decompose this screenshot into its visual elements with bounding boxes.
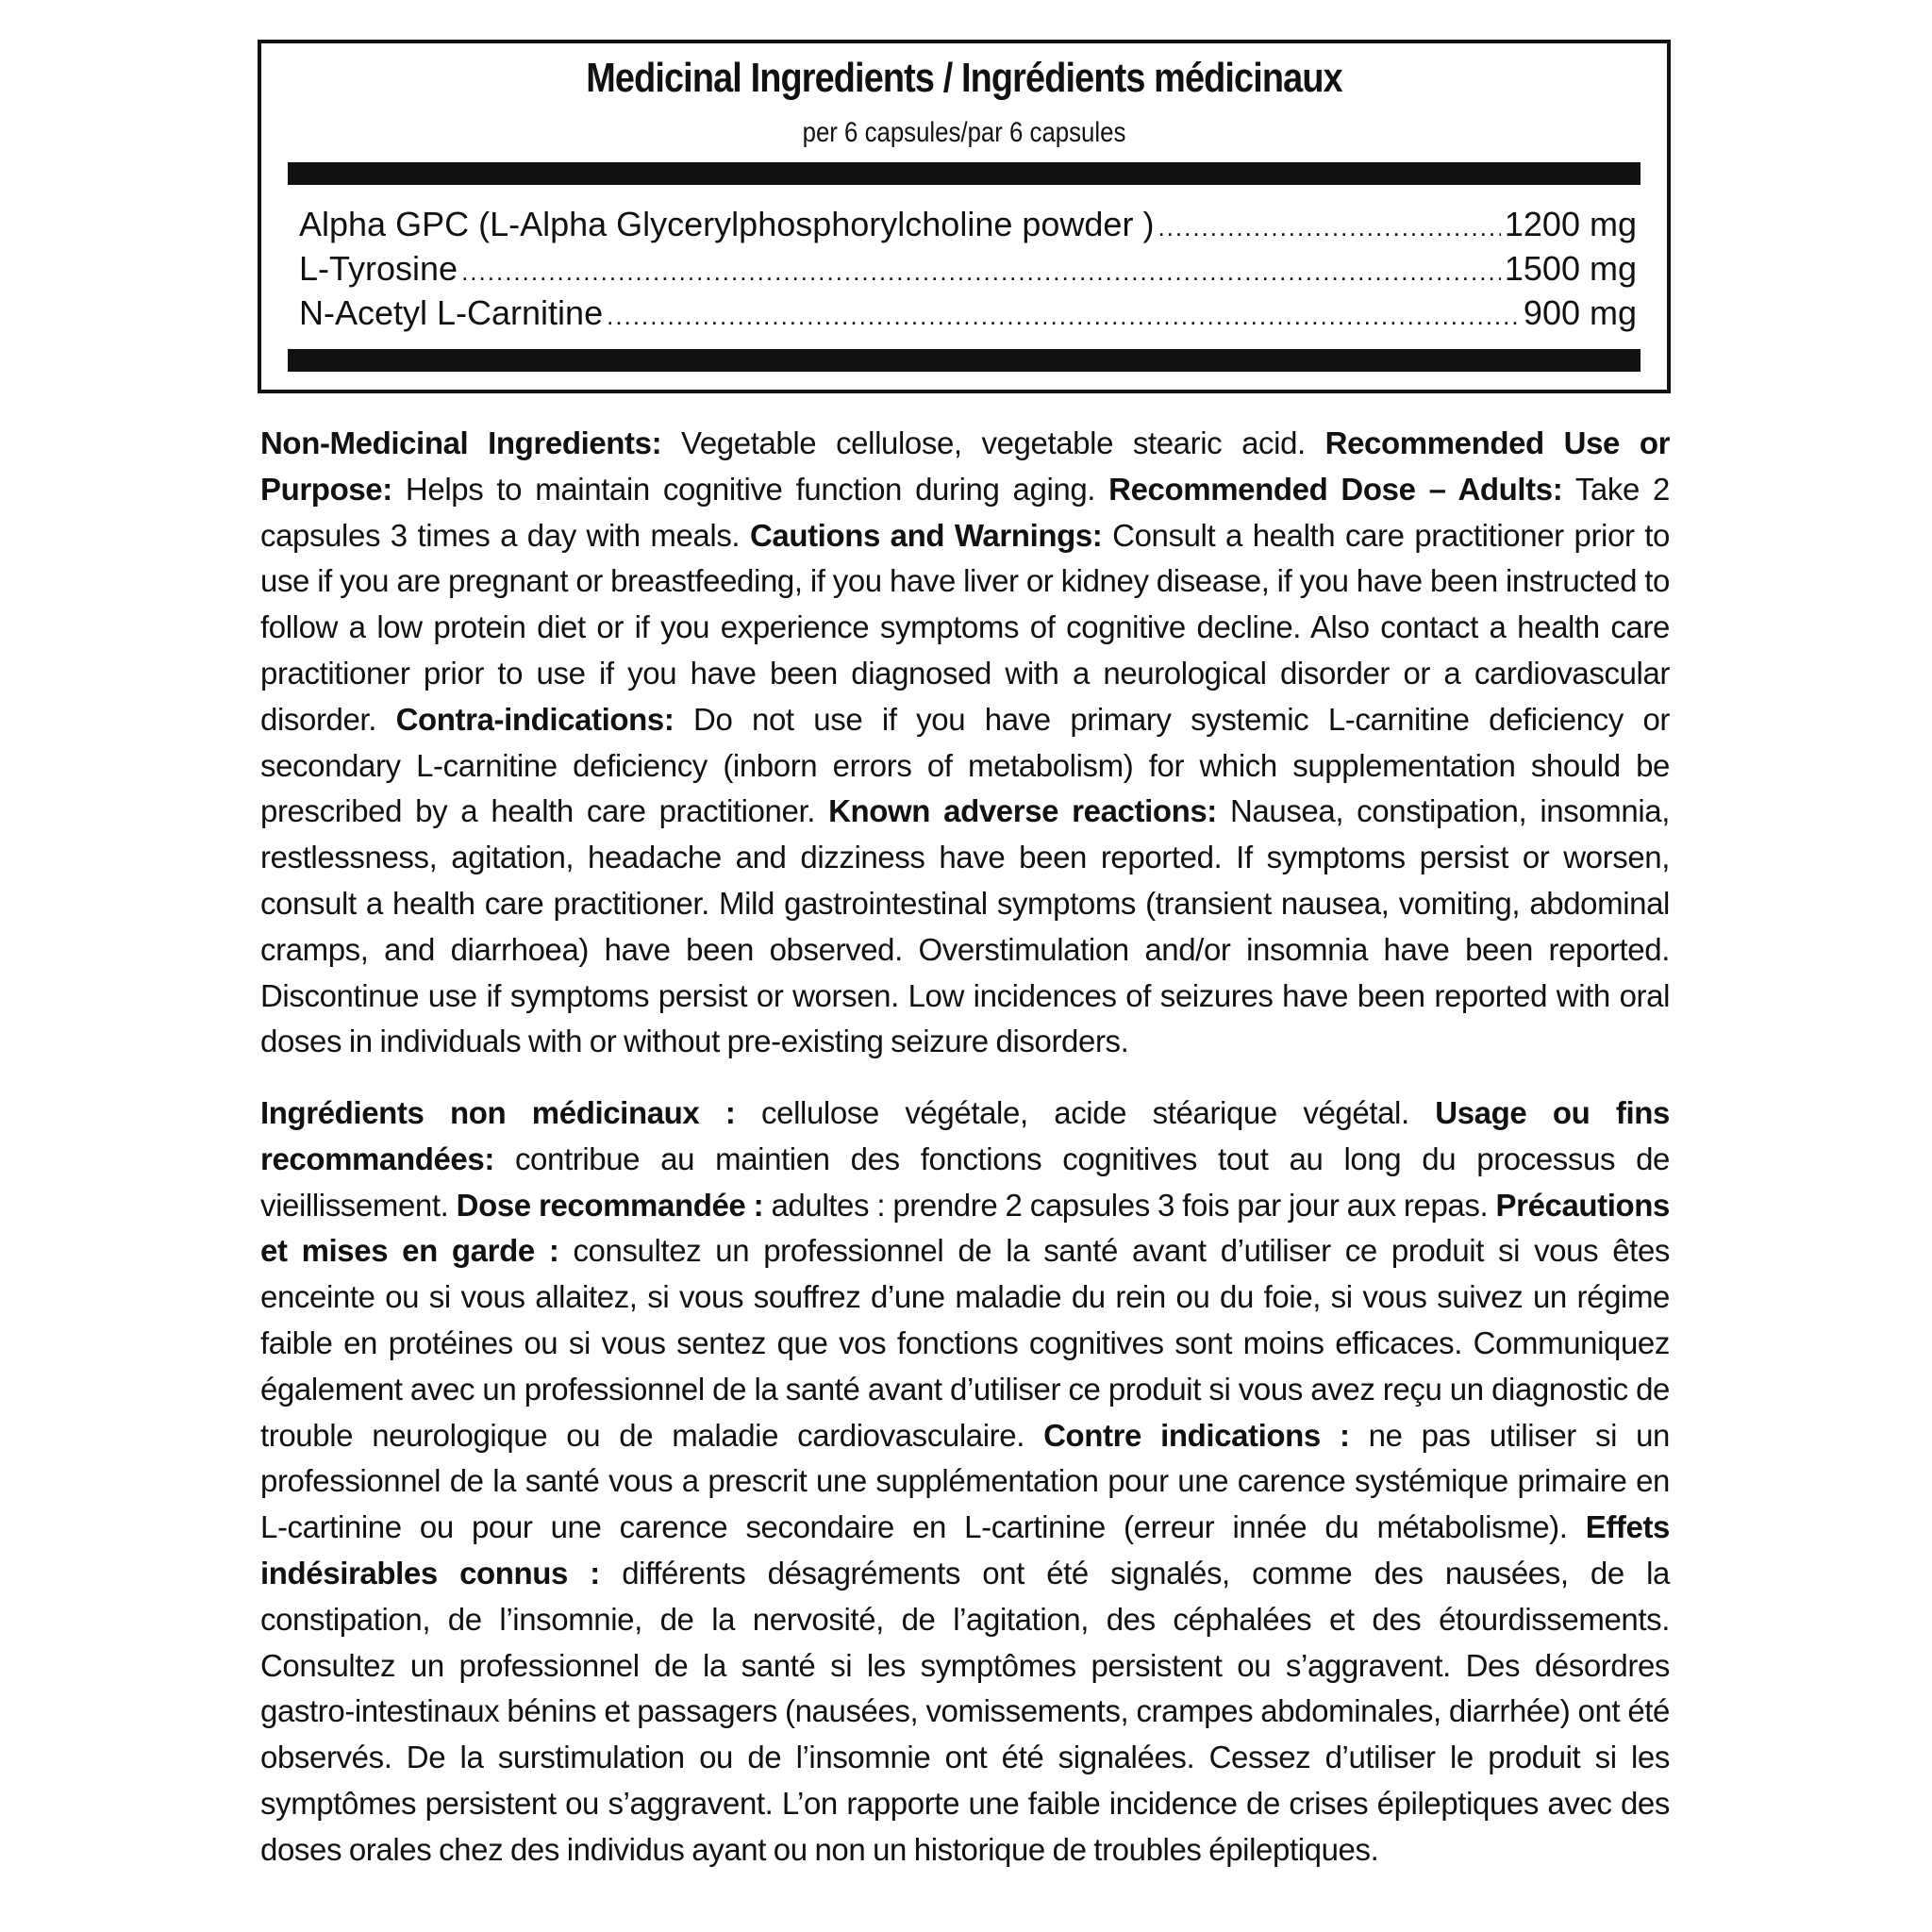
ingredient-list xyxy=(299,204,1637,337)
ingredient-row xyxy=(299,292,1637,337)
adverse-reactions-text-fr: différents désagréments ont été signalés, comme des nausées, de la constipation, de l’insomnie, de la nervosité, de l’agitation, des céphalées et des étourdissements. Consultez un professionnel de la santé si les symptômes persistent ou s’aggravent. Des désordres gastro-intestinaux bénins et passagers (nausées, vomissements, crampes abdominales, diarrhée) ont été observés. De la surstimulation ou de l’insomnie ont été signalées. Cessez d’utiliser le produit si les symptômes persistent ou s’aggravent. L’on rapporte une faible incidence de crises épileptiques avec des doses orales chez des individus ayant ou non un historique de troubles épileptiques. xyxy=(260,1555,1670,1867)
panel-subtitle: per 6 capsules/par 6 capsules xyxy=(802,117,1126,148)
recommended-dose-text-fr: adultes : prendre 2 capsules 3 fois par jour aux repas. xyxy=(763,1187,1496,1223)
recommended-dose-text: Take 2 capsules 3 times a day with meals. xyxy=(260,471,1671,553)
ingredient-amount: 900 mg xyxy=(1523,293,1637,332)
recommended-use-label-fr: Usage ou fins recommandées: xyxy=(260,1095,1670,1176)
non-medicinal-label: Non-Medicinal Ingredients: xyxy=(260,425,662,460)
dot-leader xyxy=(1158,207,1500,248)
recommended-dose-label-fr: Dose recommandée : xyxy=(456,1187,764,1223)
non-medicinal-text: Vegetable cellulose, vegetable stearic acid. xyxy=(661,425,1325,460)
cautions-text: Consult a health care practitioner prior to use if you are pregnant or breastfeeding, if you have liver or kidney disease, if you have been instructed to follow a low protein diet or if you experience symptoms of cognitive decline. Also contact a health care practitioner prior to use if you have been diagnosed with a neurological disorder or a cardiovascular disorder. xyxy=(260,517,1671,737)
adverse-reactions-text: Nausea, constipation, insomnia, restlessness, agitation, headache and dizziness have been reported. If symptoms persist or worsen, consult a health care practitioner. Mild gastrointestinal symptoms (transient nausea, vomiting, abdominal cramps, and diarrhoea) have been observed. Overstimulation and/or insomnia have been reported. Discontinue use if symptoms persist or worsen. Low incidences of seizures have been reported with oral doses in individuals with or without pre-existing seizure disorders. xyxy=(260,793,1670,1059)
french-label-text xyxy=(260,1091,1670,1874)
adverse-reactions-label: Known adverse reactions: xyxy=(828,793,1217,829)
contra-indications-text-fr: ne pas utiliser si un professionnel de la santé vous a prescrit une supplémentation pour une carence systémique primaire en L-cartinine ou pour une carence secondaire en L-cartinine (erreur innée du métabolisme). xyxy=(260,1417,1670,1545)
top-rule xyxy=(288,162,1641,185)
cautions-text-fr: consultez un professionnel de la santé avant d’utiliser ce produit si vous êtes enceinte ou si vous allaitez, si vous souffrez d’une maladie du rein ou du foie, si vous suivez un régime faible en protéines ou si vous sentez que vos fonctions cognitives sont moins efficaces. Communiquez également avec un professionnel de la santé avant d’utiliser ce produit si vous avez reçu un diagnostic de trouble neurologique ou de maladie cardiovasculaire. xyxy=(260,1233,1670,1453)
recommended-use-text: Helps to maintain cognitive function during aging. xyxy=(391,471,1109,507)
medicinal-ingredients-panel xyxy=(258,40,1671,393)
panel-title: Medicinal Ingredients / Ingrédients médicinaux xyxy=(586,55,1342,101)
bottom-rule xyxy=(288,349,1641,372)
contra-indications-label: Contra-indications: xyxy=(395,701,675,737)
non-medicinal-text-fr: cellulose végétale, acide stéarique végétal. xyxy=(735,1095,1436,1130)
ingredient-amount: 1500 mg xyxy=(1504,249,1637,288)
dot-leader xyxy=(607,295,1520,337)
recommended-dose-label: Recommended Dose – Adults: xyxy=(1108,471,1563,507)
contra-indications-text: Do not use if you have primary systemic L-carnitine deficiency or secondary L-carnitine deficiency (inborn errors of metabolism) for which supplementation should be prescribed by a health care practitioner. xyxy=(260,701,1670,829)
adverse-reactions-label-fr: Effets indésirables connus : xyxy=(260,1509,1670,1591)
ingredient-row xyxy=(299,204,1637,248)
english-label-text xyxy=(260,421,1670,1065)
contra-indications-label-fr: Contre indications : xyxy=(1043,1417,1350,1453)
dot-leader xyxy=(461,251,1501,292)
ingredient-name: N-Acetyl L-Carnitine xyxy=(299,293,604,332)
ingredient-name: L-Tyrosine xyxy=(299,249,458,288)
ingredient-row xyxy=(299,248,1637,292)
cautions-label: Cautions and Warnings: xyxy=(749,517,1103,553)
non-medicinal-label-fr: Ingrédients non médicinaux : xyxy=(260,1095,736,1130)
ingredient-name: Alpha GPC (L-Alpha Glycerylphosphorylcholine powder ) xyxy=(299,205,1155,243)
cautions-label-fr: Précautions et mises en garde : xyxy=(260,1187,1671,1269)
recommended-use-text-fr: contribue au maintien des fonctions cognitives tout au long du processus de vieillissement. xyxy=(260,1141,1670,1223)
recommended-use-label: Recommended Use or Purpose: xyxy=(260,425,1671,507)
ingredient-amount: 1200 mg xyxy=(1504,205,1637,243)
